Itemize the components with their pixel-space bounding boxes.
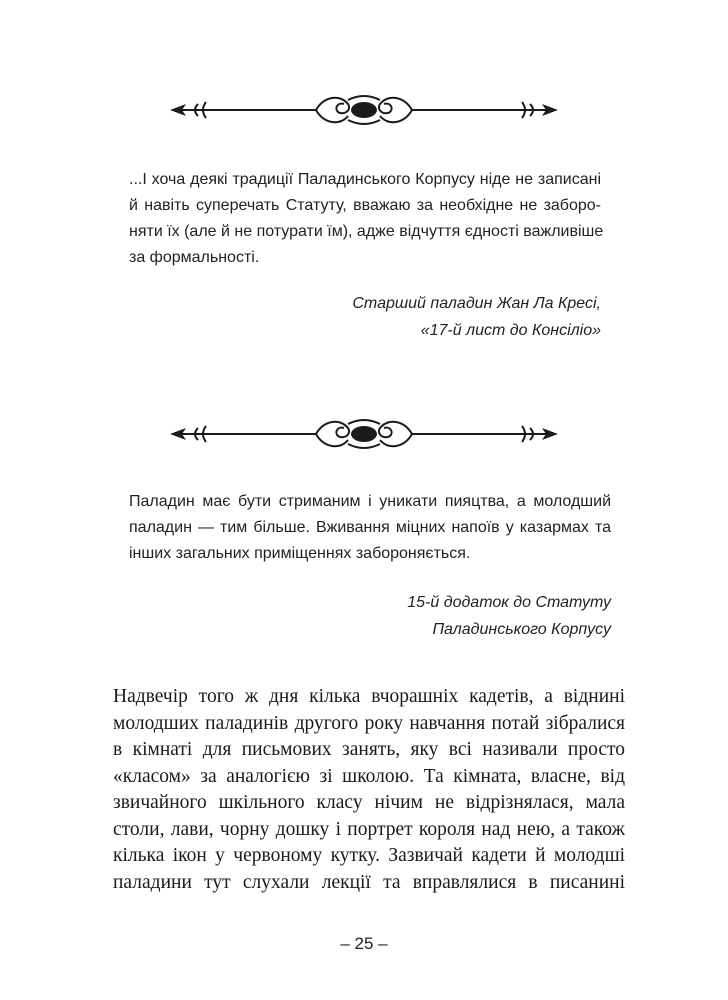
attribution-line: Старший паладин Жан Ла Кресі, bbox=[352, 295, 601, 312]
epigraph-1-line: й навіть суперечать Статуту, вважаю за необхідне не заборо- bbox=[129, 197, 601, 214]
flourish-ornament-icon bbox=[0, 90, 728, 130]
body-paragraph bbox=[113, 684, 625, 896]
attribution-line: 15-й додаток до Статуту bbox=[407, 594, 611, 611]
page-number: – 25 – bbox=[340, 934, 388, 953]
epigraph-2-attribution bbox=[330, 589, 611, 643]
epigraph-2-line: інших загальних приміщеннях забороняється. bbox=[129, 545, 471, 562]
epigraph-2-line: Паладин має бути стриманим і уникати пияцтва, а молодший bbox=[129, 493, 611, 510]
epigraph-1-line: няти їх (але й не потурати їм), адже відчуття єдності важливіше bbox=[129, 223, 604, 240]
body-line: Надвечір того ж дня кілька вчорашніх кадетів, а віднині bbox=[113, 686, 625, 707]
body-line: столи, лави, чорну дошку і портрет короля над нею, а також bbox=[113, 818, 625, 840]
body-line: паладини тут слухали лекції та вправлялися в писанині bbox=[113, 871, 625, 893]
body-line: кілька ікон у червоному кутку. Зазвичай кадети й молодші bbox=[113, 845, 625, 866]
epigraph-1-line: за формальності. bbox=[129, 249, 260, 266]
epigraph-quote-1 bbox=[129, 167, 604, 271]
epigraph-1-line: ...І хоча деякі традиції Паладинського Корпусу ніде не записані bbox=[129, 171, 601, 188]
epigraph-2-line: паладин — тим більше. Вживання міцних напоїв у казармах та bbox=[129, 519, 611, 536]
top-ornament bbox=[0, 90, 728, 130]
epigraph-quote-2 bbox=[129, 489, 611, 567]
middle-ornament bbox=[0, 414, 728, 454]
body-line: в кімнаті для письмових занять, яку всі називали просто bbox=[113, 739, 625, 760]
body-line: «класом» за аналогією зі школою. Та кімната, власне, від bbox=[113, 765, 625, 787]
attribution-line: «17-й лист до Консіліо» bbox=[420, 322, 601, 339]
flourish-ornament-icon bbox=[0, 414, 728, 454]
body-line: молодших паладинів другого року навчання потай зібралися bbox=[113, 712, 625, 734]
epigraph-1-attribution bbox=[300, 290, 601, 344]
attribution-line: Паладинського Корпусу bbox=[432, 621, 611, 638]
body-line: звичайного шкільного класу нічим не відрізнялася, мала bbox=[113, 792, 625, 813]
